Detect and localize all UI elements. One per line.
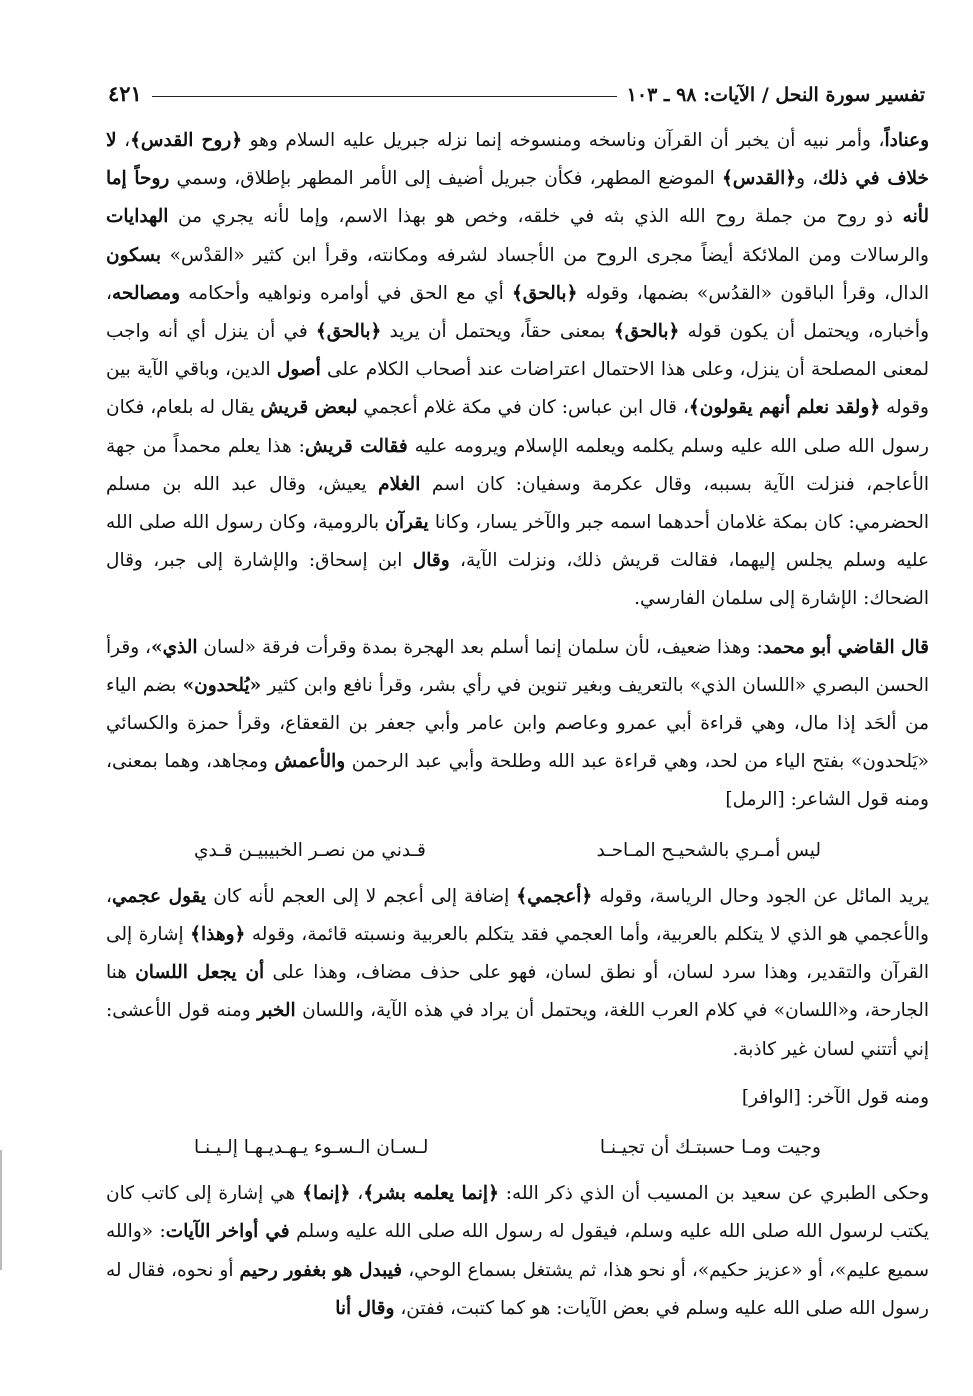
bold-phrase: وقال: [412, 550, 450, 572]
text-run: بضم الياء من ألحَد إذا مال، وهي قراءة أبي عمرو وعاصم وابن عامر وأبي جعفر بن القعقاع، وقرأ حمزة والكسائي «يَلحدون» بفتح الياء من لحد، وهي قراءة عبد الله وطلحة وأبي عبد الرحمن: [106, 674, 930, 773]
bold-phrase: في أواخر الآيات: [165, 1221, 290, 1243]
text-run: ، والأعجمي هو الذي لا يتكلم بالعربية، وأما العجمي فقد يتكلم بالعربية ونسبته قائمة، وقوله: [106, 885, 929, 946]
text-run: ، وقرأ الحسن البصري «اللسان الذي» بالتعريف وبغير تنوين في رأي بشر، وقرأ نافع وابن كثير: [106, 636, 929, 696]
text-run: بالرومية، وكان رسول الله صلى الله عليه وسلم يجلس إليهما، فقالت قريش ذلك، ونزلت الآية،: [106, 512, 929, 572]
text-run: الدال، وقرأ الباقون «القدُس» بضمها، وقوله: [577, 282, 929, 304]
bold-phrase: الهدايات: [106, 206, 169, 228]
bold-phrase: والأعمش: [274, 751, 346, 773]
paragraph: [106, 122, 929, 619]
bold-phrase: ومصالحه: [111, 282, 181, 304]
text-run: ومنه قول الأعشى: إني أتتني لسان غير كاذبة.: [106, 1000, 929, 1060]
verse-first-hemistich: وجيت ومـا حسبتـك أن تجيـنـا: [599, 1137, 821, 1159]
bold-phrase: لا خلاف في ذلك: [106, 130, 929, 190]
text-run: ومنه قول الآخر: [الوافر]: [741, 1086, 929, 1108]
text-run: ، قال ابن عباس: كان في مكة غلام أعجمي: [357, 397, 689, 419]
bold-phrase: قال القاضي أبو محمد: [762, 636, 929, 658]
bold-phrase: فيبدل هو بغفور رحيم: [239, 1259, 403, 1281]
text-run: : هذا يعلم محمداً من جهة الأعاجم، فنزلت الآية بسببه، وقال عكرمة وسفيان: كان اسم: [106, 435, 929, 495]
text-run: أو نحوه، فقال له رسول الله صلى الله عليه وسلم في بعض الآيات: هو كما كتبت، ففتن،: [106, 1259, 929, 1319]
text-run: أي مع الحق في أوامره ونواهيه وأحكامه: [180, 282, 512, 304]
bold-phrase: يقول عجمي: [111, 885, 207, 907]
paragraph: [106, 878, 929, 1069]
main-text: [106, 122, 929, 1328]
bold-phrase: روحاً إما لأنه: [106, 168, 929, 228]
bold-phrase: بسكون: [106, 244, 162, 266]
text-run: في أن ينزل أي أنه واجب لمعنى المصلحة أن ينزل، وعلى هذا الاحتمال اعتراضات عند أصحاب الكلام على: [106, 321, 929, 381]
text-run: ذو روح من جملة روح الله الذي بثه في خلقه، وخص هو بهذا الاسم، وإما لأنه يجري من: [168, 206, 903, 228]
bold-phrase: ﴿القدس﴾: [721, 168, 797, 190]
text-run: ومجاهد، وهما بمعنى، ومنه قول الشاعر: [الرمل]: [106, 751, 929, 811]
text-run: ،: [116, 130, 131, 151]
running-header: [108, 66, 925, 106]
text-run: الدين، وباقي الآية بين وقوله: [106, 359, 929, 419]
bold-phrase: ﴿روح القدس﴾: [130, 130, 243, 151]
text-run: ، وأخباره، ويحتمل أن يكون قوله: [106, 282, 930, 343]
bold-phrase: «يُلحدون»: [182, 674, 262, 696]
bold-phrase: أن يجعل اللسان: [135, 962, 265, 984]
paragraph: [106, 1175, 929, 1328]
text-run: يعيش، وقال عبد الله بن مسلم الحضرمي: كان بمكة غلامان أحدهما اسمه جبر والآخر يسار، وكانا: [106, 473, 929, 534]
bold-phrase: وقال أنا: [335, 1297, 395, 1319]
bold-phrase: ﴿وهذا﴾: [190, 924, 246, 946]
header-rule: [152, 96, 617, 97]
text-run: ،: [350, 1183, 364, 1205]
scan-edge-mark: [0, 1150, 2, 1270]
text-run: الموضع المطهر، فكأن جبريل أضيف إلى الأمر المطهر بإطلاق، وسمي: [169, 168, 722, 190]
bold-phrase: ﴿بالحق﴾: [315, 321, 382, 343]
text-run: ، و: [796, 168, 819, 190]
page-number: ٤٢١: [108, 81, 142, 106]
verse-first-hemistich: ليس أمـري بالشحيـح المـاحـد: [596, 839, 821, 861]
bold-phrase: ﴿إنما﴾: [302, 1183, 351, 1205]
running-title: تفسير سورة النحل / الآيات: ٩٨ ـ ١٠٣: [626, 84, 925, 106]
text-run: : وهذا ضعيف، لأن سلمان إنما أسلم بعد الهجرة بمدة وقرأت فرقة «لسان: [197, 636, 763, 658]
bold-phrase: ﴿بالحق﴾: [511, 282, 578, 304]
verse-second-hemistich: لـسـان الـسـوء يـهـديـهـا إلـيـنـا: [194, 1137, 429, 1159]
bold-phrase: يقرآن: [385, 512, 429, 534]
bold-phrase: لبعض قريش: [260, 397, 358, 419]
text-run: هي إشارة إلى كاتب كان يكتب لرسول الله صلى الله عليه وسلم، فيقول له رسول الله صلى الله عليه وسلم: [106, 1183, 930, 1243]
bold-phrase: الذي»: [151, 636, 198, 658]
paragraph: [106, 629, 929, 820]
bold-phrase: ﴿ولقد نعلم أنهم يقولون﴾: [688, 397, 881, 419]
bold-phrase: ﴿إنما يعلمه بشر﴾: [363, 1183, 499, 1205]
text-run: بمعنى حقاً، ويحتمل أن يريد: [381, 321, 614, 343]
text-run: إضافة إلى أعجم لا إلى العجم لأنه كان: [206, 885, 517, 907]
verse-second-hemistich: قـدني من نصـر الخبيبيـن قـدي: [194, 839, 426, 861]
poetry-verse: [106, 832, 929, 870]
text-run: ابن إسحاق: والإشارة إلى جبر، وقال الضحاك: الإشارة إلى سلمان الفارسي.: [106, 550, 929, 610]
paragraph: [106, 1079, 929, 1117]
bold-phrase: ﴿بالحق﴾: [613, 321, 680, 343]
bold-phrase: أصول: [276, 359, 321, 381]
text-run: وحكى الطبري عن سعيد بن المسيب أن الذي ذكر الله:: [498, 1183, 930, 1205]
text-run: يقال له بلعام، فكان رسول الله صلى الله عليه وسلم يكلمه ويعلمه الإسلام ويرومه عليه: [106, 397, 929, 457]
text-run: والرسالات ومن الملائكة أيضاً مجرى الروح من الأجساد لشرفه ومكانته، وقرأ ابن كثير «القدْس»: [161, 244, 929, 266]
text-run: : «والله سميع عليم»، أو «عزيز حكيم»، أو نحو هذا، ثم يشتغل بسماع الوحي،: [106, 1221, 929, 1281]
text-run: ، وأمر نبيه أن يخبر أن القرآن وناسخه ومنسوخه إنما نزله جبريل عليه السلام وهو: [242, 130, 885, 151]
bold-phrase: الخبر: [257, 1000, 296, 1022]
bold-phrase: الغلام: [378, 473, 421, 495]
bold-phrase: وعناداً: [884, 130, 930, 151]
bold-phrase: ﴿أعجمي﴾: [516, 885, 593, 907]
text-run: هنا الجارحة، و«اللسان» في كلام العرب اللغة، ويحتمل أن يراد في هذه الآية، واللسان: [106, 962, 930, 1022]
bold-phrase: فقالت قريش: [304, 435, 408, 457]
text-run: يريد المائل عن الجود وحال الرياسة، وقوله: [592, 885, 929, 907]
text-run: إشارة إلى القرآن والتقدير، وهذا سرد لسان، أو نطق لسان، فهو على حذف مضاف، وهذا على: [106, 924, 929, 984]
poetry-verse: [106, 1129, 929, 1167]
